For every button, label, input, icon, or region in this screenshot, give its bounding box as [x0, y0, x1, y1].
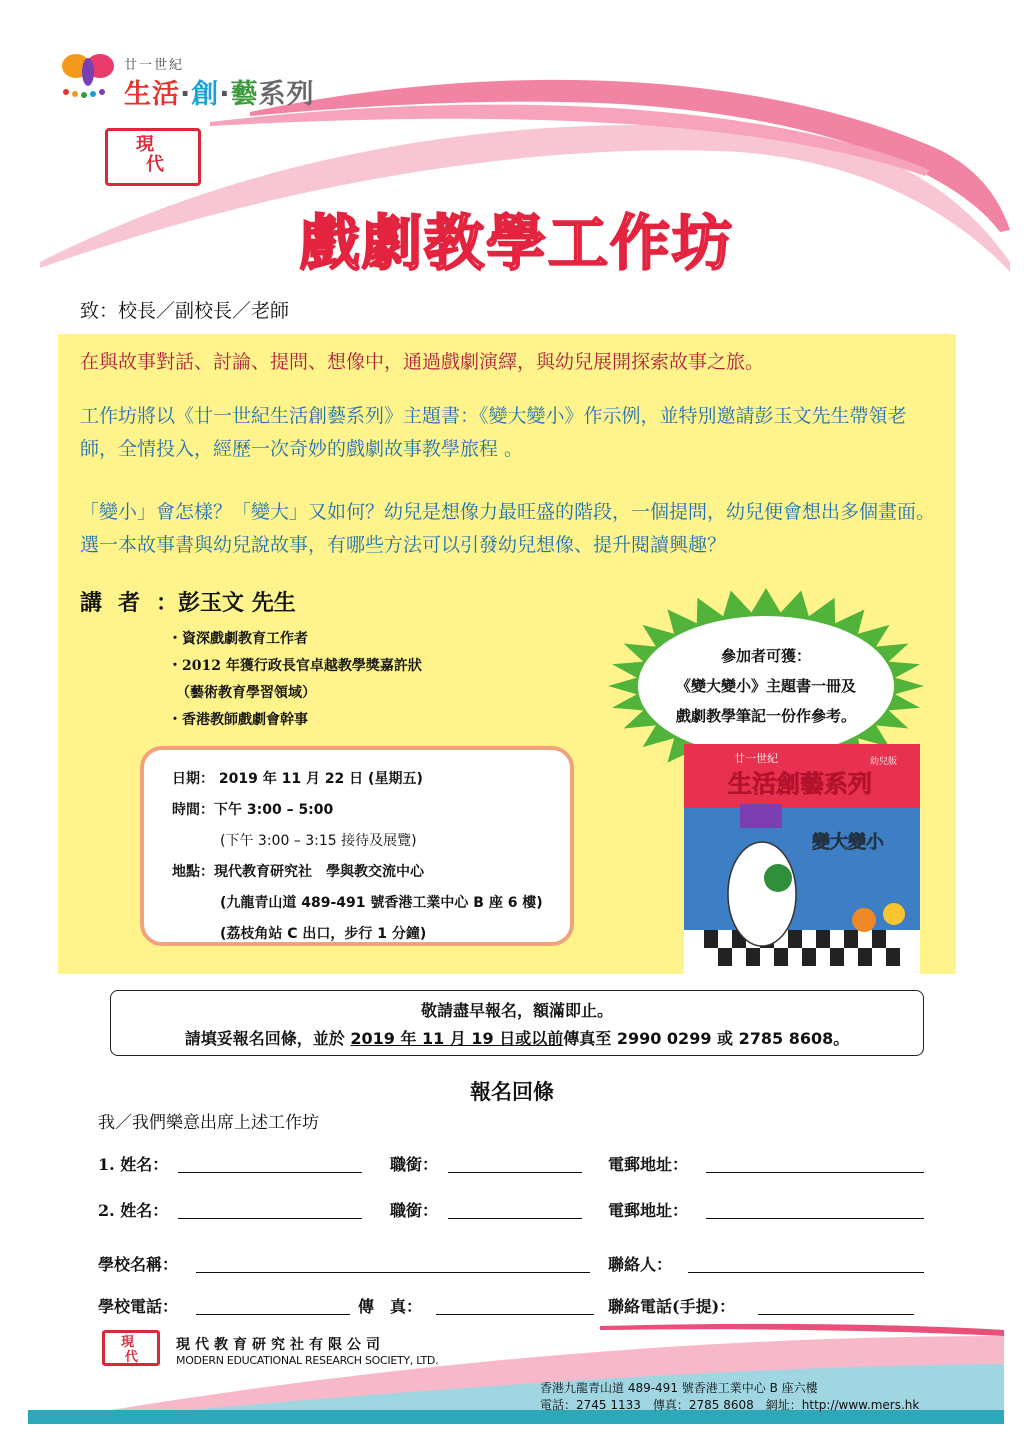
modern-badge-logo	[105, 128, 201, 186]
series-dot: ·	[219, 79, 231, 110]
reply-slip-title: 報名回條	[470, 1080, 554, 1104]
email-2-field[interactable]	[706, 1218, 924, 1219]
position-1-field[interactable]	[448, 1172, 582, 1173]
benefit-heading: 參加者可獲：	[720, 647, 811, 665]
position-2-label: 職銜：	[390, 1201, 439, 1220]
reply-slip-subtitle: 我／我們樂意出席上述工作坊	[98, 1113, 319, 1133]
mobile-field[interactable]	[758, 1314, 914, 1315]
event-venue: 地點：現代教育研究社 學與教交流中心	[172, 864, 424, 880]
registration-notice	[110, 990, 924, 1056]
name-2-field[interactable]	[178, 1218, 362, 1219]
badge-char: 現	[136, 134, 154, 155]
speaker-colon: ：	[156, 590, 179, 616]
notice-line-1: 敬請盡早報名，額滿即止。	[420, 1001, 613, 1020]
footer-contact: 電話：2745 1133 傳真：2785 8608 網址：http://www.mers.hk	[540, 1398, 920, 1412]
credential-item: （藝術教育學習領域）	[176, 685, 316, 701]
footer-logo-char: 現	[121, 1335, 135, 1350]
intro-paragraph-1: 在與故事對話、討論、提問、想像中，通過戲劇演繹，與幼兒展開探索故事之旅。	[80, 351, 765, 373]
intro-paragraph-3: 「變小」會怎樣？「變大」又如何？幼兒是想像力最旺盛的階段，一個提問，幼兒便會想出多個畫面。選一本故事書與幼兒說故事，有哪些方法可以引發幼兒想像、提升閱讀興趣？	[80, 501, 936, 556]
event-time: 時間：下午 3:00 – 5:00	[172, 802, 334, 818]
event-details-box	[140, 746, 574, 946]
footer-address: 香港九龍青山道 489-491 號香港工業中心 B 座六樓	[540, 1381, 818, 1395]
series-title-part: 系列	[258, 79, 315, 110]
series-small-label: 廿一世紀	[124, 58, 185, 73]
name-1-label: 1. 姓名：	[98, 1155, 169, 1174]
butterfly-logo-icon	[58, 48, 120, 100]
name-1-field[interactable]	[178, 1172, 362, 1173]
credential-item: ・2012 年獲行政長官卓越教學獎嘉許狀	[168, 658, 422, 674]
speaker-credentials	[168, 626, 422, 734]
book-series-title: 生活創藝系列	[728, 770, 872, 798]
school-phone-field[interactable]	[196, 1314, 350, 1315]
position-2-field[interactable]	[448, 1218, 582, 1219]
company-name-en: MODERN EDUCATIONAL RESEARCH SOCIETY, LTD.	[176, 1354, 439, 1367]
notice-text: 傳真至 2990 0299 或 2785 8608。	[563, 1029, 850, 1048]
contact-person-label: 聯絡人：	[608, 1255, 673, 1274]
speaker-line	[80, 586, 296, 617]
book-cover-image	[684, 744, 920, 984]
intro-panel	[58, 334, 956, 974]
speaker-name: 彭玉文 先生	[178, 590, 296, 616]
event-address: (九龍青山道 489-491 號香港工業中心 B 座 6 樓)	[220, 895, 543, 911]
series-dot: ·	[180, 79, 192, 110]
contact-person-field[interactable]	[688, 1272, 924, 1273]
fax-label: 傳 真：	[358, 1297, 423, 1316]
badge-char: 代	[146, 154, 164, 175]
speaker-label: 講者	[80, 590, 157, 616]
notice-deadline: 2019 年 11 月 19 日或以前	[350, 1029, 564, 1048]
event-transport: (荔枝角站 C 出口，步行 1 分鐘)	[220, 926, 427, 942]
intro-paragraph-2: 工作坊將以《廿一世紀生活創藝系列》主題書：《變大變小》作示例，並特別邀請彭玉文先生帶領老師，全情投入，經歷一次奇妙的戲劇故事教學旅程 。	[80, 405, 907, 460]
addressee-line: 致：校長／副校長／老師	[80, 300, 290, 322]
mobile-label: 聯絡電話(手提)：	[608, 1297, 736, 1316]
school-name-label: 學校名稱：	[98, 1255, 179, 1274]
credential-item: ・資深戲劇教育工作者	[168, 631, 308, 647]
event-date: 日期： 2019 年 11 月 22 日 (星期五)	[172, 771, 423, 787]
notice-line-2	[111, 1025, 923, 1053]
footer-logo-char: 代	[125, 1350, 139, 1365]
name-2-label: 2. 姓名：	[98, 1201, 169, 1220]
benefit-line: 《變大變小》主題書一冊及	[675, 677, 856, 695]
email-2-label: 電郵地址：	[608, 1201, 689, 1220]
footer-logo	[102, 1330, 160, 1366]
position-1-label: 職銜：	[390, 1155, 439, 1174]
credential-item: ・香港教師戲劇會幹事	[168, 712, 308, 728]
page-title: 戲劇教學工作坊	[300, 209, 734, 279]
school-phone-label: 學校電話：	[98, 1297, 179, 1316]
benefit-line: 戲劇教學筆記一份作參考。	[675, 707, 856, 725]
book-title: 變大變小	[812, 832, 884, 853]
company-name-cn: 現代教育研究社有限公司	[176, 1337, 385, 1353]
series-title-part: 創	[191, 79, 220, 110]
book-tag: 幼兒版	[870, 757, 898, 767]
school-name-field[interactable]	[196, 1272, 590, 1273]
footer-contact-info	[540, 1380, 919, 1414]
email-1-field[interactable]	[706, 1172, 924, 1173]
email-1-label: 電郵地址：	[608, 1155, 689, 1174]
book-series-small: 廿一世紀	[734, 752, 778, 765]
series-title-part: 生活	[124, 79, 180, 110]
fax-field[interactable]	[436, 1314, 594, 1315]
event-time-note: (下午 3:00 – 3:15 接待及展覽)	[220, 833, 417, 849]
series-title	[124, 72, 315, 111]
notice-text: 請填妥報名回條，並於	[184, 1029, 351, 1048]
series-title-part: 藝	[230, 79, 259, 110]
